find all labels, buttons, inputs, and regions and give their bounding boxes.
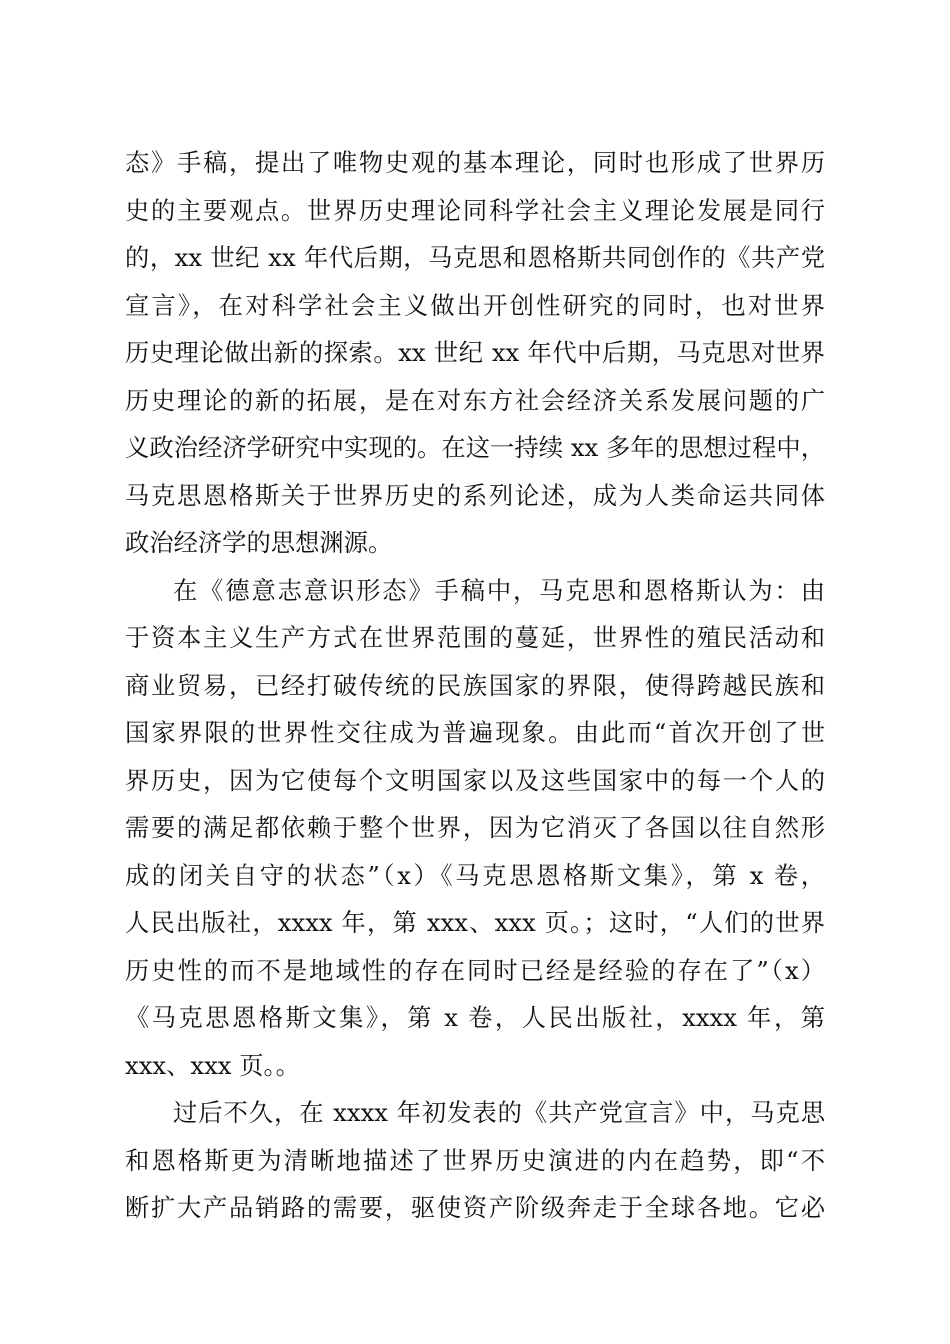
text-line: 《马克思恩格斯文集》，第 x 卷，人民出版社，xxxx 年，第 [125, 1003, 825, 1032]
text-line: 界历史，因为它使每个文明国家以及这些国家中的每一个人的 [125, 765, 825, 795]
text-line: 过后不久，在 xxxx 年初发表的《共产党宣言》中，马克思 [173, 1098, 825, 1127]
text-line: 的，xx 世纪 xx 年代后期，马克思和恩格斯共同创作的《共产党 [125, 243, 825, 272]
document-body [125, 139, 825, 1232]
text-line: 历史性的而不是地域性的存在同时已经是经验的存在了”（x） [125, 955, 825, 985]
text-line: 断扩大产品销路的需要，驱使资产阶级奔走于全球各地。它必 [125, 1193, 825, 1222]
text-line: 史的主要观点。世界历史理论同科学社会主义理论发展是同行 [125, 195, 825, 225]
text-line: 需要的满足都依赖于整个世界，因为它消灭了各国以往自然形 [125, 813, 825, 842]
text-line: 义政治经济学研究中实现的。在这一持续 xx 多年的思想过程中， [125, 433, 825, 462]
paragraph-3 [125, 1089, 825, 1232]
text-line: 和恩格斯更为清晰地描述了世界历史演进的内在趋势，即“不 [125, 1145, 825, 1175]
text-line: 人民出版社，xxxx 年，第 xxx、xxx 页。；这时，“人们的世界 [125, 908, 825, 937]
paragraph-1 [125, 139, 825, 567]
text-line: 在《德意志意识形态》手稿中，马克思和恩格斯认为：由 [173, 575, 825, 605]
paragraph-2 [125, 567, 825, 1090]
text-line: 宣言》，在对科学社会主义做出开创性研究的同时，也对世界 [125, 290, 825, 320]
text-line: 态》手稿，提出了唯物史观的基本理论，同时也形成了世界历 [125, 148, 825, 177]
text-line: 历史理论做出新的探索。xx 世纪 xx 年代中后期，马克思对世界 [125, 338, 825, 367]
text-line: 政治经济学的思想渊源。 [125, 528, 393, 557]
text-line: 于资本主义生产方式在世界范围的蔓延，世界性的殖民活动和 [125, 623, 825, 652]
text-line: 历史理论的新的拓展，是在对东方社会经济关系发展问题的广 [125, 385, 825, 415]
text-line: 成的闭关自守的状态”（x）《马克思恩格斯文集》，第 x 卷， [125, 860, 825, 890]
text-line: 商业贸易，已经打破传统的民族国家的界限，使得跨越民族和 [125, 670, 825, 700]
text-line: 国家界限的世界性交往成为普遍现象。由此而“首次开创了世 [125, 718, 825, 747]
text-line: xxx、xxx 页。。 [125, 1050, 300, 1080]
text-line: 马克思恩格斯关于世界历史的系列论述，成为人类命运共同体 [125, 480, 825, 510]
